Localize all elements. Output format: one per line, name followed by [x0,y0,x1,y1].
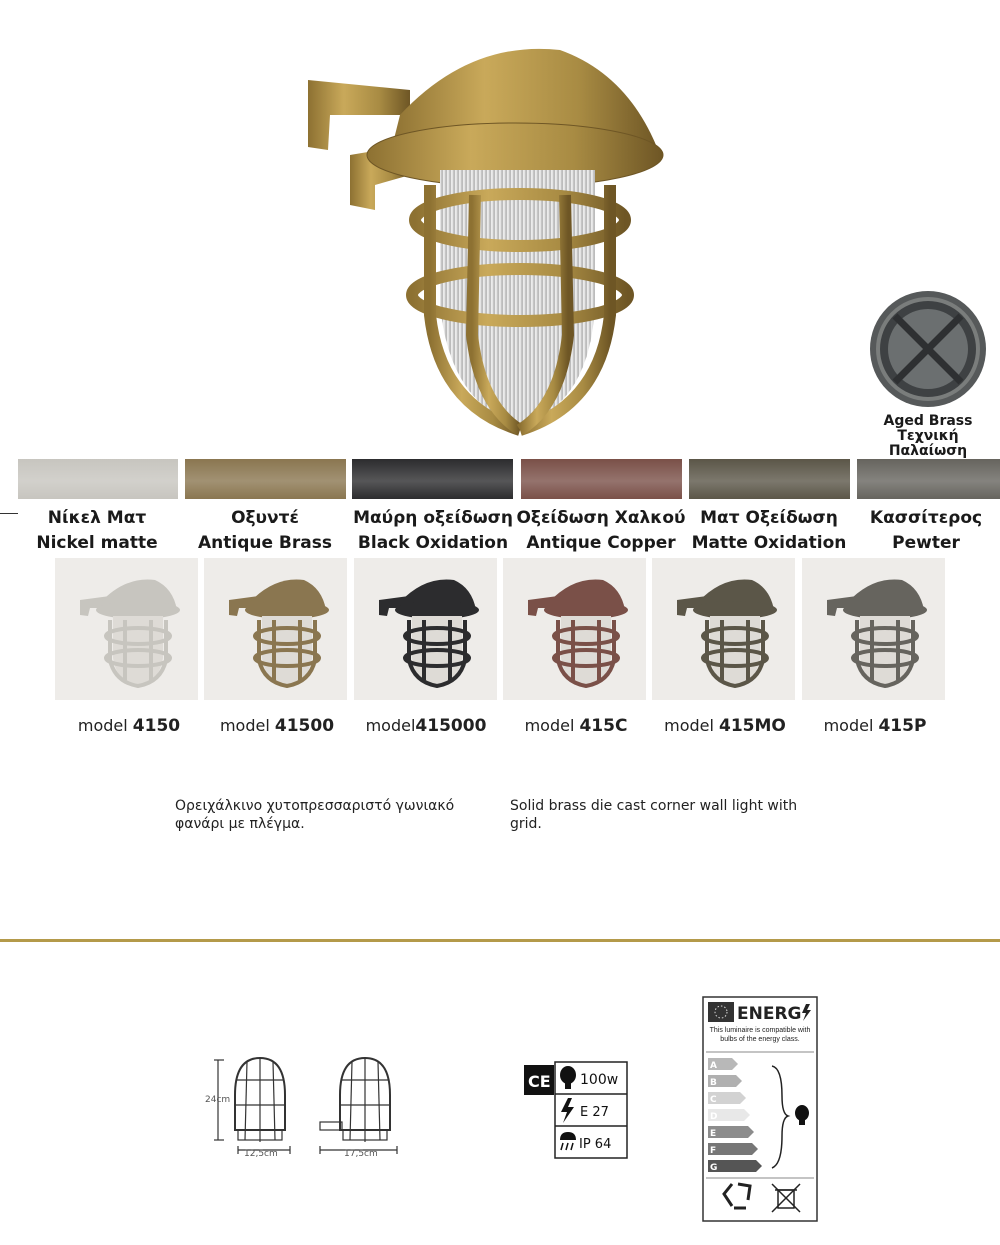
energy-class-d [708,1109,750,1122]
model-number: 415MO [719,716,786,736]
model-label-4150 [54,716,204,736]
socket-type: E 27 [580,1105,609,1120]
thumbnail-lamp-icon [503,558,646,700]
model-number: 41500 [274,716,335,736]
energy-class-f [708,1143,758,1156]
side-width-label: 17,5cm [344,1149,378,1159]
finish-name-en: Pewter [892,533,960,553]
swatch-antique-brass [185,459,346,499]
thumbnail-41500 [204,558,347,700]
energy-class-label: A [710,1061,717,1071]
thumbnail-lamp-icon [802,558,945,700]
bulb-icon [795,1105,809,1121]
model-number: 415000 [415,716,487,736]
energy-text: This luminaire is compatible with bulbs of the energy class. [709,1027,811,1043]
description-english: Solid brass die cast corner wall light with grid. [510,798,798,832]
energy-class-e [708,1126,754,1139]
model-label-415P [800,716,950,736]
thumbnail-415MO [652,558,795,700]
finish-name-nickel [12,506,182,556]
model-prefix: model [664,716,720,735]
thumbnail-lamp-icon [204,558,347,700]
finish-name-en: Nickel matte [36,533,158,553]
energy-class-label: D [710,1112,718,1122]
swatch-nickel-matte [18,459,178,499]
finish-name-gr: Κασσίτερος [869,508,983,528]
thumbnail-lamp-icon [652,558,795,700]
aged-brass-detail [858,288,998,459]
model-label-415MO [650,716,800,736]
energy-label [702,996,818,1222]
model-prefix: model [365,716,416,735]
finish-name-en: Black Oxidation [357,533,509,553]
bulb-icon [560,1066,576,1084]
energy-class-label: E [710,1129,717,1139]
ce-mark: CE [528,1072,551,1091]
thumbnail-415P [802,558,945,700]
power-rating: 100w [580,1072,619,1088]
energy-title: ENERG [737,1004,802,1024]
thumbnail-4150 [55,558,198,700]
rain-icon [560,1132,576,1140]
thumbnail-lamp-icon [55,558,198,700]
thumbnail-lamp-icon [354,558,497,700]
bolt-icon [561,1098,574,1123]
swatch-antique-copper [521,459,682,499]
finish-name-en: Antique Brass [198,533,332,553]
aged-brass-label-gr: Τεχνική Παλαίωση [888,428,968,459]
model-label-415000 [351,716,501,736]
finish-name-pewter [852,506,1000,556]
model-prefix: model [524,716,580,735]
finish-name-antique-brass [180,506,350,556]
thumbnail-415000 [354,558,497,700]
energy-class-label: G [710,1163,718,1173]
finish-name-black-oxidation [348,506,518,556]
model-label-415C [501,716,651,736]
finish-name-gr: Μαύρη οξείδωση [353,508,513,528]
aged-brass-image [867,288,989,410]
model-label-41500 [202,716,352,736]
eu-flag-icon [708,1002,734,1022]
finish-name-en: Matte Oxidation [691,533,847,553]
energy-class-b [708,1075,742,1088]
finish-name-gr: Ματ Οξείδωση [700,508,838,528]
swatch-black-oxidation [352,459,513,499]
energy-class-label: B [710,1078,717,1088]
swatch-matte-oxidation [689,459,850,499]
energy-class-label: F [710,1146,717,1156]
finish-name-gr: Νίκελ Ματ [47,508,147,528]
finish-name-en: Antique Copper [526,533,676,553]
front-width-label: 12,5cm [244,1149,278,1159]
aged-brass-label-en: Aged Brass [883,413,973,429]
model-prefix: model [219,716,275,735]
swatch-pewter [857,459,1000,499]
model-prefix: model [823,716,879,735]
energy-class-g [708,1160,762,1173]
section-divider [0,939,1000,942]
dimension-drawing [200,1050,420,1165]
model-number: 4150 [132,716,181,736]
energy-class-label: C [710,1095,717,1105]
finish-name-antique-copper [516,506,686,556]
height-label: 24cm [205,1095,231,1105]
model-prefix: model [77,716,133,735]
description-greek: Ορειχάλκινο χυτοπρεσσαριστό γωνιακό φανάρι με πλέγμα. [175,798,455,832]
finish-name-gr: Οξυντέ [231,508,299,528]
spec-box [524,1060,629,1160]
energy-class-c [708,1092,746,1105]
ip-rating: IP 64 [579,1137,612,1152]
finish-name-matte-oxidation [684,506,854,556]
thumbnail-415C [503,558,646,700]
hero-lamp-image [290,35,670,445]
finish-name-gr: Οξείδωση Χαλκού [516,508,686,528]
model-number: 415P [878,716,927,736]
model-number: 415C [579,716,628,736]
